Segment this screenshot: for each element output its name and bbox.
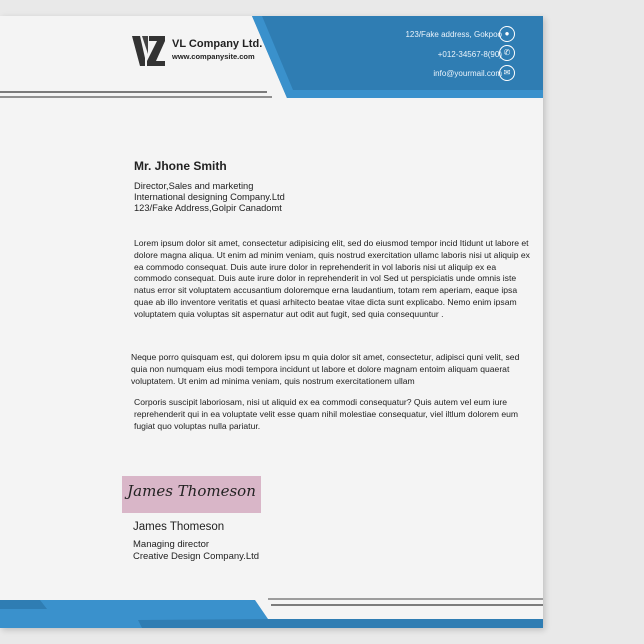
recipient-address: 123/Fake Address,Golpir Canadomt — [134, 203, 282, 213]
decorative-shapes — [0, 16, 543, 628]
recipient-name: Mr. Jhone Smith — [134, 159, 227, 173]
recipient-company: International designing Company.Ltd — [134, 192, 285, 202]
letterhead-page — [0, 16, 543, 628]
email-icon: ✉ — [499, 65, 515, 81]
contact-address: 123/Fake address, Gokpoo — [405, 30, 502, 39]
location-pin-icon: ● — [499, 26, 515, 42]
phone-icon: ✆ — [499, 45, 515, 61]
company-name: VL Company Ltd. — [172, 38, 263, 50]
footer-blue-accent — [0, 600, 47, 609]
signature-box — [122, 476, 261, 513]
company-logo-icon — [132, 34, 166, 68]
body-paragraph-1: Lorem ipsum dolor sit amet, consectetur adipisicing elit, sed do eiusmod tempor incid Itidunt ut labore et dolore magna aliqua. Ut enim ad minim veniam, quis nostrud exercitation ullamc laboris nisi ut aliquip ex ea commodo consequat. Duis aute irure dolor in reprehenderit in vol laboris nisi ut aliquip ex ea commodo consequat. Duis aute irure dolor in reprehenderit in vol Sed ut perspiciatis unde omnis iste natus error sit voluptatem accusantium doloremque erna laudantium, totam rem aperiam, eaque ipsa quae ab illo inventore veritatis et quasi arhitecto beatae vitae dicta sunt explicabo. Nemo enim ipsam voluptatem quia voluptas sit aspernatur aut odit aut fugit, sed quia consequuntur . — [134, 238, 530, 319]
contact-email: info@yourmail.com — [433, 69, 502, 78]
recipient-title: Director,Sales and marketing — [134, 181, 254, 191]
footer-blue-dark — [138, 619, 543, 628]
signer-company: Creative Design Company.Ltd — [133, 551, 260, 562]
signer-title: Managing director — [133, 539, 210, 550]
body-paragraph-3: Corporis suscipit laboriosam, nisi ut aliquid ex ea commodi consequatur? Quis autem vel eum iure reprehenderit qui in ea voluptate velit esse quam nihil molestiae consequatur, viel iltlum dolorem eum fugiat quo voluptas nulla pariatur. — [134, 397, 519, 431]
company-website: www.companysite.com — [172, 52, 255, 61]
signature-script: James Thomeson — [127, 482, 256, 500]
contact-phone: +012-34567-8(90) — [437, 50, 502, 59]
body-paragraph-2: Neque porro quisquam est, qui dolorem ipsu m quia dolor sit amet, consectetur, adipisci quni velit, sed quia non numquam eius modi tempora incidunt ut labore et dolore magnam entoim aliquam quaerat voluptatem. Ut enim ad minima veniam, quis nostrum exercitationem ullam — [131, 352, 520, 386]
signer-name: James Thomeson — [133, 521, 225, 533]
